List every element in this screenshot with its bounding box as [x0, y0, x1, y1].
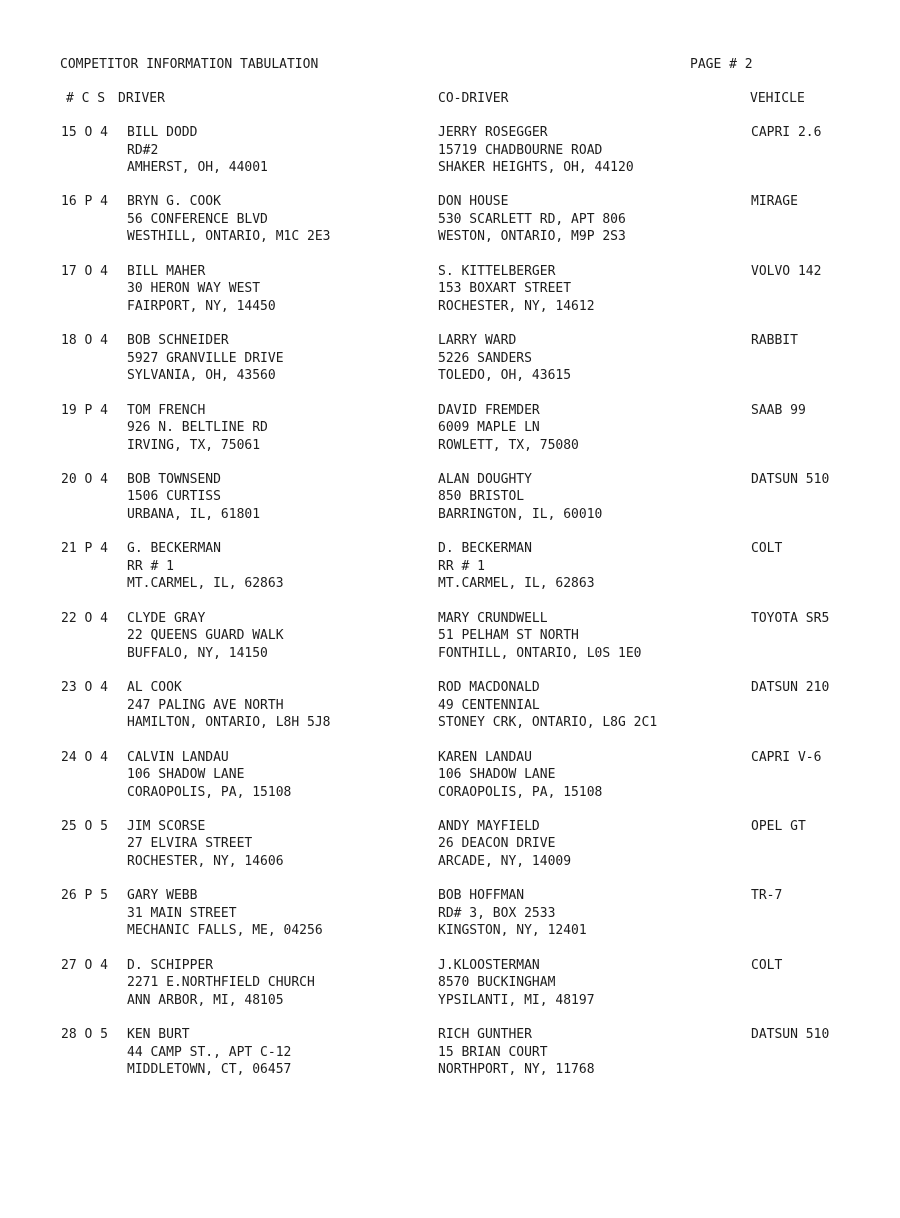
driver-block	[127, 610, 427, 663]
co-driver-address-line: 106 SHADOW LANE	[438, 767, 556, 783]
co-driver-address-line: 8570 BUCKINGHAM	[438, 975, 556, 991]
driver-block	[127, 263, 427, 316]
co-driver-address-line: 850 BRISTOL	[438, 489, 525, 505]
vehicle: DATSUN 510	[751, 1027, 830, 1043]
vehicle: RABBIT	[751, 333, 798, 349]
driver-name: BOB TOWNSEND	[127, 471, 221, 487]
page-number: PAGE # 2	[690, 57, 753, 72]
co-driver-address-line: 5226 SANDERS	[438, 350, 532, 366]
competitor-entry	[0, 887, 900, 956]
driver-name: JIM SCORSE	[127, 818, 206, 834]
driver-name: BILL DODD	[127, 125, 198, 140]
co-driver-address-line: FONTHILL, ONTARIO, L0S 1E0	[438, 645, 642, 661]
co-driver-address-line: 49 CENTENNIAL	[438, 697, 540, 713]
driver-block	[127, 402, 427, 455]
driver-block	[127, 193, 427, 246]
competitor-entry	[0, 540, 900, 609]
entry-number-class: 27 O 4	[61, 957, 108, 973]
driver-address-line: 1506 CURTISS	[127, 489, 221, 505]
vehicle: COLT	[751, 541, 783, 557]
co-driver-name: ALAN DOUGHTY	[438, 471, 532, 487]
co-driver-address-line: TOLEDO, OH, 43615	[438, 368, 572, 384]
entry-number-class: 15 O 4	[61, 125, 108, 140]
driver-name: D. SCHIPPER	[127, 957, 214, 973]
co-driver-name: S. KITTELBERGER	[438, 263, 556, 279]
driver-name: KEN BURT	[127, 1027, 190, 1043]
co-driver-name: RICH GUNTHER	[438, 1027, 532, 1043]
competitor-entry	[0, 193, 900, 262]
co-driver-block	[438, 263, 738, 316]
driver-address-line: 5927 GRANVILLE DRIVE	[127, 350, 284, 366]
driver-block	[127, 124, 427, 177]
driver-block	[127, 332, 427, 385]
competitor-entry	[0, 471, 900, 540]
entry-number-class: 16 P 4	[61, 194, 108, 210]
entry-number-class: 20 O 4	[61, 471, 108, 487]
driver-address-line: HAMILTON, ONTARIO, L8H 5J8	[127, 715, 331, 731]
driver-name: AL COOK	[127, 680, 182, 696]
competitor-entry	[0, 332, 900, 401]
vehicle: VOLVO 142	[751, 263, 822, 279]
co-driver-name: LARRY WARD	[438, 333, 517, 349]
driver-address-line: CORAOPOLIS, PA, 15108	[127, 784, 292, 800]
vehicle: MIRAGE	[751, 194, 798, 210]
competitor-entry	[0, 818, 900, 887]
driver-address-line: 2271 E.NORTHFIELD CHURCH	[127, 975, 315, 991]
vehicle: CAPRI V-6	[751, 749, 822, 765]
competitor-entry	[0, 679, 900, 748]
driver-address-line: 31 MAIN STREET	[127, 905, 237, 921]
driver-address-line: WESTHILL, ONTARIO, M1C 2E3	[127, 229, 331, 245]
driver-block	[127, 818, 427, 871]
entry-number-class: 23 O 4	[61, 680, 108, 696]
driver-name: GARY WEBB	[127, 888, 198, 904]
co-driver-name: BOB HOFFMAN	[438, 888, 525, 904]
co-driver-address-line: YPSILANTI, MI, 48197	[438, 992, 595, 1008]
entry-number-class: 22 O 4	[61, 610, 108, 626]
co-driver-name: DAVID FREMDER	[438, 402, 540, 418]
driver-name: G. BECKERMAN	[127, 541, 221, 557]
driver-address-line: MECHANIC FALLS, ME, 04256	[127, 923, 323, 939]
driver-name: BILL MAHER	[127, 263, 206, 279]
co-driver-address-line: 15719 CHADBOURNE ROAD	[438, 142, 603, 158]
co-driver-address-line: 15 BRIAN COURT	[438, 1044, 548, 1060]
competitor-entry	[0, 263, 900, 332]
driver-address-line: RD#2	[127, 142, 159, 158]
driver-address-line: FAIRPORT, NY, 14450	[127, 298, 276, 314]
vehicle: DATSUN 510	[751, 471, 830, 487]
driver-block	[127, 679, 427, 732]
co-driver-name: MARY CRUNDWELL	[438, 610, 548, 626]
vehicle: CAPRI 2.6	[751, 125, 822, 140]
co-driver-block	[438, 471, 738, 524]
driver-address-line: 44 CAMP ST., APT C-12	[127, 1044, 292, 1060]
driver-address-line: MIDDLETOWN, CT, 06457	[127, 1062, 292, 1078]
column-header-vehicle: VEHICLE	[750, 91, 805, 106]
driver-address-line: BUFFALO, NY, 14150	[127, 645, 268, 661]
co-driver-address-line: 153 BOXART STREET	[438, 281, 572, 297]
driver-name: TOM FRENCH	[127, 402, 206, 418]
driver-address-line: 30 HERON WAY WEST	[127, 281, 261, 297]
competitor-entry	[0, 749, 900, 818]
driver-block	[127, 471, 427, 524]
driver-name: BOB SCHNEIDER	[127, 333, 229, 349]
driver-address-line: 27 ELVIRA STREET	[127, 836, 253, 852]
co-driver-block	[438, 540, 738, 593]
co-driver-block	[438, 1026, 738, 1079]
co-driver-block	[438, 193, 738, 246]
co-driver-address-line: MT.CARMEL, IL, 62863	[438, 576, 595, 592]
co-driver-name: D. BECKERMAN	[438, 541, 532, 557]
co-driver-address-line: BARRINGTON, IL, 60010	[438, 506, 603, 522]
competitor-entry	[0, 1026, 900, 1095]
co-driver-name: DON HOUSE	[438, 194, 509, 210]
co-driver-block	[438, 679, 738, 732]
entry-number-class: 18 O 4	[61, 333, 108, 349]
co-driver-block	[438, 402, 738, 455]
co-driver-address-line: SHAKER HEIGHTS, OH, 44120	[438, 160, 634, 175]
vehicle: SAAB 99	[751, 402, 806, 418]
co-driver-block	[438, 957, 738, 1010]
vehicle: TR-7	[751, 888, 783, 904]
co-driver-name: J.KLOOSTERMAN	[438, 957, 540, 973]
co-driver-address-line: RR # 1	[438, 558, 485, 574]
co-driver-address-line: 51 PELHAM ST NORTH	[438, 628, 579, 644]
co-driver-address-line: 530 SCARLETT RD, APT 806	[438, 211, 626, 227]
co-driver-block	[438, 818, 738, 871]
driver-block	[127, 540, 427, 593]
driver-address-line: URBANA, IL, 61801	[127, 506, 261, 522]
co-driver-address-line: 26 DEACON DRIVE	[438, 836, 556, 852]
driver-address-line: ROCHESTER, NY, 14606	[127, 853, 284, 869]
column-header-driver: DRIVER	[118, 91, 165, 106]
vehicle: TOYOTA SR5	[751, 610, 830, 626]
co-driver-name: JERRY ROSEGGER	[438, 125, 548, 140]
driver-address-line: 22 QUEENS GUARD WALK	[127, 628, 284, 644]
competitor-entry	[0, 402, 900, 471]
co-driver-block	[438, 124, 738, 177]
driver-address-line: 247 PALING AVE NORTH	[127, 697, 284, 713]
entry-number-class: 26 P 5	[61, 888, 108, 904]
co-driver-address-line: KINGSTON, NY, 12401	[438, 923, 587, 939]
driver-address-line: AMHERST, OH, 44001	[127, 160, 268, 175]
competitor-list	[0, 124, 900, 1095]
co-driver-address-line: ROCHESTER, NY, 14612	[438, 298, 595, 314]
driver-address-line: IRVING, TX, 75061	[127, 437, 261, 453]
entry-number-class: 28 O 5	[61, 1027, 108, 1043]
co-driver-address-line: CORAOPOLIS, PA, 15108	[438, 784, 603, 800]
co-driver-name: ROD MACDONALD	[438, 680, 540, 696]
competitor-entry	[0, 610, 900, 679]
driver-address-line: RR # 1	[127, 558, 174, 574]
competitor-entry	[0, 957, 900, 1026]
co-driver-address-line: ARCADE, NY, 14009	[438, 853, 572, 869]
vehicle: DATSUN 210	[751, 680, 830, 696]
entry-number-class: 17 O 4	[61, 263, 108, 279]
co-driver-block	[438, 887, 738, 940]
driver-name: BRYN G. COOK	[127, 194, 221, 210]
vehicle: COLT	[751, 957, 783, 973]
driver-address-line: MT.CARMEL, IL, 62863	[127, 576, 284, 592]
column-header-co-driver: CO-DRIVER	[438, 91, 509, 106]
entry-number-class: 21 P 4	[61, 541, 108, 557]
co-driver-address-line: 6009 MAPLE LN	[438, 420, 540, 436]
driver-block	[127, 957, 427, 1010]
driver-name: CLYDE GRAY	[127, 610, 206, 626]
driver-block	[127, 749, 427, 802]
co-driver-address-line: RD# 3, BOX 2533	[438, 905, 556, 921]
driver-block	[127, 1026, 427, 1079]
competitor-entry	[0, 124, 900, 193]
co-driver-block	[438, 610, 738, 663]
vehicle: OPEL GT	[751, 818, 806, 834]
driver-block	[127, 887, 427, 940]
co-driver-name: ANDY MAYFIELD	[438, 818, 540, 834]
driver-address-line: 106 SHADOW LANE	[127, 767, 245, 783]
entry-number-class: 25 O 5	[61, 818, 108, 834]
driver-address-line: 926 N. BELTLINE RD	[127, 420, 268, 436]
co-driver-address-line: ROWLETT, TX, 75080	[438, 437, 579, 453]
driver-address-line: SYLVANIA, OH, 43560	[127, 368, 276, 384]
driver-address-line: ANN ARBOR, MI, 48105	[127, 992, 284, 1008]
driver-name: CALVIN LANDAU	[127, 749, 229, 765]
column-header-num-class: # C S	[66, 91, 106, 106]
page-title: COMPETITOR INFORMATION TABULATION	[60, 57, 319, 72]
co-driver-address-line: WESTON, ONTARIO, M9P 2S3	[438, 229, 626, 245]
co-driver-block	[438, 332, 738, 385]
co-driver-address-line: STONEY CRK, ONTARIO, L8G 2C1	[438, 715, 658, 731]
entry-number-class: 19 P 4	[61, 402, 108, 418]
co-driver-address-line: NORTHPORT, NY, 11768	[438, 1062, 595, 1078]
entry-number-class: 24 O 4	[61, 749, 108, 765]
co-driver-name: KAREN LANDAU	[438, 749, 532, 765]
co-driver-block	[438, 749, 738, 802]
driver-address-line: 56 CONFERENCE BLVD	[127, 211, 268, 227]
